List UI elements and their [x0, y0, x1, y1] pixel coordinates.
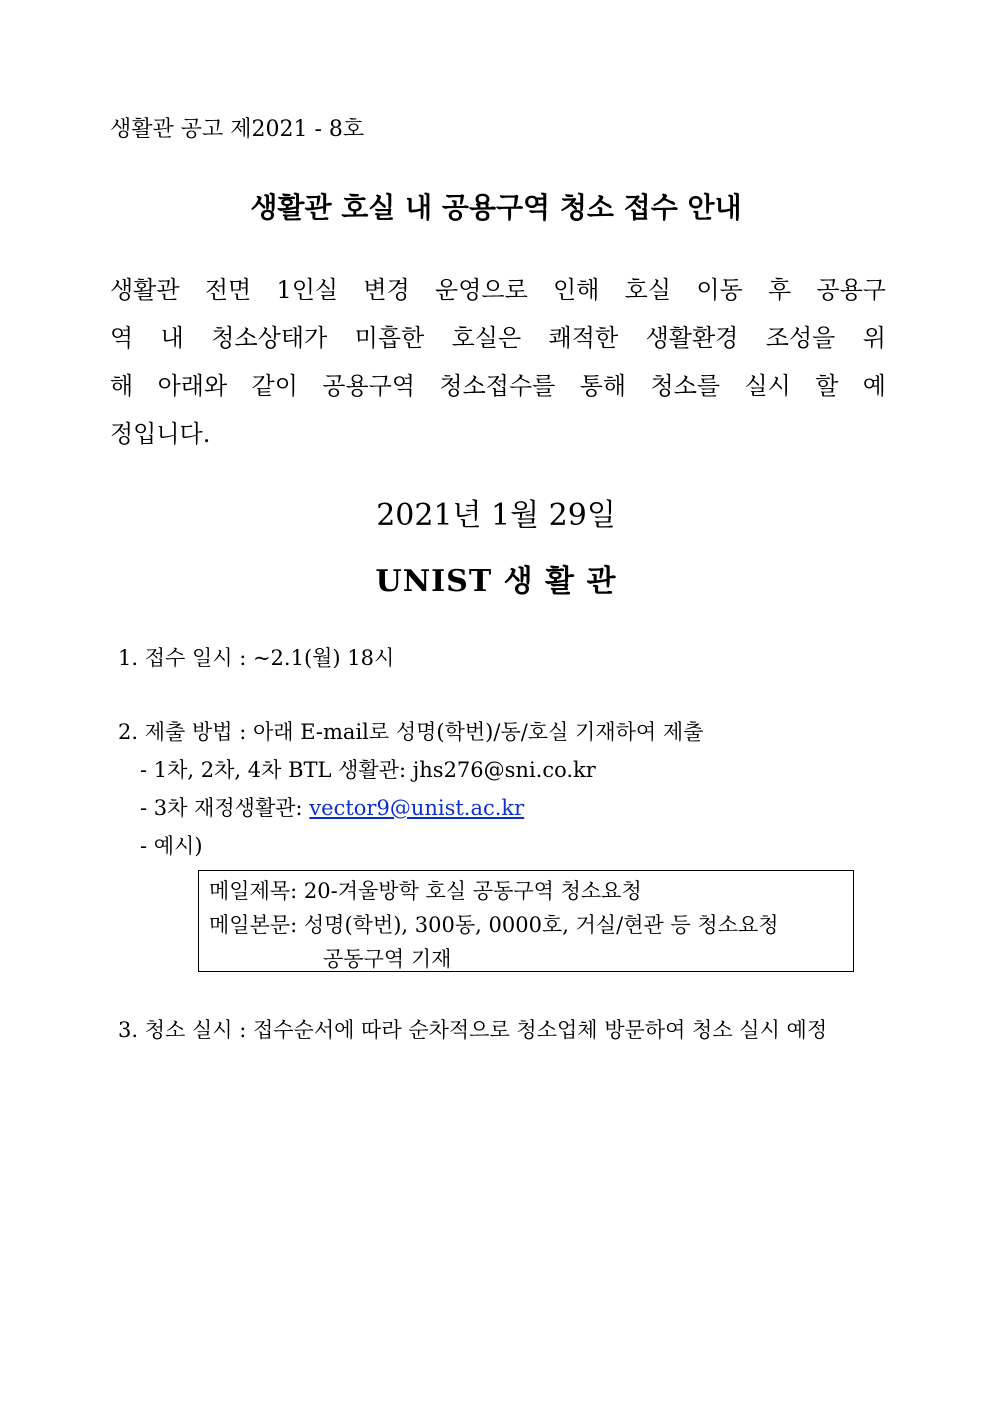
body-line-1: 생활관 전면 1인실 변경 운영으로 인해 호실 이동 후 공용구 [110, 276, 886, 304]
sub-item-finance-label: - 3차 재정생활관: [140, 796, 310, 820]
sub-item-finance-dorm [140, 792, 524, 822]
example-mail-subject: 메일제목: 20-겨울방학 호실 공동구역 청소요청 [209, 879, 642, 903]
document-title: 생활관 호실 내 공용구역 청소 접수 안내 [250, 191, 742, 224]
body-paragraph [110, 266, 886, 458]
notice-number: 생활관 공고 제2021 - 8호 [110, 117, 365, 142]
sub-item-example-label: - 예시) [140, 834, 203, 858]
item-cleaning-execution: 3. 청소 실시 : 접수순서에 따라 순차적으로 청소업체 방문하여 청소 실시 예정 [118, 1018, 828, 1042]
item-reception-period: 1. 접수 일시 : ~2.1(월) 18시 [118, 646, 395, 670]
example-mail-body: 메일본문: 성명(학번), 300동, 0000호, 거실/현관 등 청소요청 [209, 913, 779, 937]
body-line-3: 해 아래와 같이 공용구역 청소접수를 통해 청소를 실시 할 예 [110, 372, 886, 400]
sub-item-btl-email: - 1차, 2차, 4차 BTL 생활관: jhs276@sni.co.kr [140, 758, 596, 782]
organization-name: UNIST 생 활 관 [375, 564, 617, 599]
item-submission-method: 2. 제출 방법 : 아래 E-mail로 성명(학번)/동/호실 기재하여 제출 [118, 720, 704, 744]
body-line-2: 역 내 청소상태가 미흡한 호실은 쾌적한 생활환경 조성을 위 [110, 324, 886, 352]
notice-date: 2021년 1월 29일 [376, 498, 616, 533]
example-box [198, 870, 854, 972]
email-link[interactable]: vector9@unist.ac.kr [309, 796, 525, 820]
body-line-4: 정입니다. [110, 420, 211, 448]
example-mail-body-cont: 공동구역 기재 [323, 947, 452, 971]
